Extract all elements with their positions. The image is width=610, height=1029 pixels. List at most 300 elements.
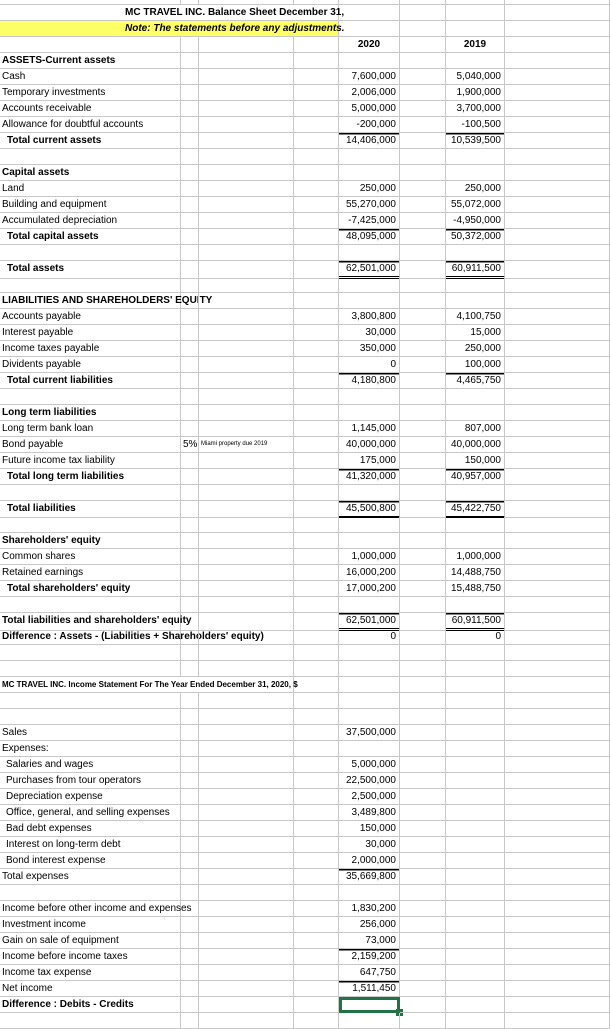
cell-e1[interactable] (339, 5, 400, 21)
cell-f11[interactable] (400, 165, 446, 181)
cell-a61[interactable]: Income tax expense (0, 965, 181, 981)
cell-a12[interactable]: Land (0, 181, 181, 197)
cell-g50[interactable] (446, 789, 505, 805)
cell-h60[interactable] (505, 949, 610, 965)
cell-e55[interactable]: 35,669,800 (339, 869, 400, 885)
cell-a58[interactable]: Investment income (0, 917, 181, 933)
cell-d27[interactable] (294, 421, 339, 437)
cell-b4[interactable] (181, 53, 199, 69)
cell-c55[interactable] (199, 869, 294, 885)
cell-b9[interactable] (181, 133, 199, 149)
cell-g7[interactable]: 3,700,000 (446, 101, 505, 117)
cell-g32[interactable]: 45,422,750 (446, 501, 505, 518)
cell-c56[interactable] (199, 885, 294, 901)
cell-b57[interactable] (181, 901, 199, 917)
cell-h36[interactable] (505, 565, 610, 581)
cell-a17[interactable]: Total assets (0, 261, 181, 279)
cell-c49[interactable] (199, 773, 294, 789)
cell-f2[interactable] (400, 21, 446, 37)
cell-h58[interactable] (505, 917, 610, 933)
cell-e32[interactable]: 45,500,800 (339, 501, 400, 518)
cell-c26[interactable] (199, 405, 294, 421)
cell-h31[interactable] (505, 485, 610, 501)
cell-g56[interactable] (446, 885, 505, 901)
cell-h10[interactable] (505, 149, 610, 165)
cell-b41[interactable] (181, 645, 199, 661)
cell-h42[interactable] (505, 661, 610, 677)
cell-f61[interactable] (400, 965, 446, 981)
cell-a29[interactable]: Future income tax liability (0, 453, 181, 469)
cell-b32[interactable] (181, 501, 199, 518)
cell-g12[interactable]: 250,000 (446, 181, 505, 197)
cell-b58[interactable] (181, 917, 199, 933)
cell-g16[interactable] (446, 245, 505, 261)
cell-g41[interactable] (446, 645, 505, 661)
cell-e26[interactable] (339, 405, 400, 421)
cell-a16[interactable] (0, 245, 181, 261)
cell-f56[interactable] (400, 885, 446, 901)
cell-h38[interactable] (505, 597, 610, 613)
cell-b19[interactable] (181, 293, 199, 309)
cell-a19[interactable]: LIABILITIES AND SHAREHOLDERS' EQUITY (0, 293, 181, 309)
cell-e29[interactable]: 175,000 (339, 453, 400, 469)
cell-f7[interactable] (400, 101, 446, 117)
cell-f21[interactable] (400, 325, 446, 341)
cell-d50[interactable] (294, 789, 339, 805)
cell-f13[interactable] (400, 197, 446, 213)
cell-a34[interactable]: Shareholders' equity (0, 533, 181, 549)
cell-h59[interactable] (505, 933, 610, 949)
cell-f59[interactable] (400, 933, 446, 949)
cell-h35[interactable] (505, 549, 610, 565)
cell-b16[interactable] (181, 245, 199, 261)
cell-a49[interactable]: Purchases from tour operators (0, 773, 181, 789)
cell-e60[interactable]: 2,159,200 (339, 949, 400, 965)
cell-g25[interactable] (446, 389, 505, 405)
cell-c53[interactable] (199, 837, 294, 853)
cell-h9[interactable] (505, 133, 610, 149)
cell-e30[interactable]: 41,320,000 (339, 469, 400, 485)
cell-h44[interactable] (505, 693, 610, 709)
cell-e47[interactable] (339, 741, 400, 757)
cell-c48[interactable] (199, 757, 294, 773)
cell-e2[interactable] (339, 21, 400, 37)
cell-b44[interactable] (181, 693, 199, 709)
cell-h61[interactable] (505, 965, 610, 981)
cell-b64[interactable] (181, 1013, 199, 1029)
cell-a52[interactable]: Bad debt expenses (0, 821, 181, 837)
cell-g9[interactable]: 10,539,500 (446, 133, 505, 149)
cell-b59[interactable] (181, 933, 199, 949)
cell-b7[interactable] (181, 101, 199, 117)
cell-f52[interactable] (400, 821, 446, 837)
cell-f48[interactable] (400, 757, 446, 773)
cell-a43[interactable]: MC TRAVEL INC. Income Statement For The Year Ended December 31, 2020, $ (0, 677, 294, 693)
cell-d61[interactable] (294, 965, 339, 981)
cell-c59[interactable] (199, 933, 294, 949)
cell-a51[interactable]: Office, general, and selling expenses (0, 805, 181, 821)
cell-b20[interactable] (181, 309, 199, 325)
cell-f19[interactable] (400, 293, 446, 309)
cell-d32[interactable] (294, 501, 339, 518)
cell-b5[interactable] (181, 69, 199, 85)
cell-a57[interactable]: Income before other income and expenses (0, 901, 181, 917)
cell-c35[interactable] (199, 549, 294, 565)
cell-f18[interactable] (400, 277, 446, 293)
cell-g3[interactable]: 2019 (446, 37, 505, 53)
cell-b34[interactable] (181, 533, 199, 549)
cell-a2[interactable]: Note: The statements before any adjustments. (0, 21, 339, 37)
cell-d16[interactable] (294, 245, 339, 261)
cell-e4[interactable] (339, 53, 400, 69)
cell-a27[interactable]: Long term bank loan (0, 421, 181, 437)
cell-b27[interactable] (181, 421, 199, 437)
cell-e46[interactable]: 37,500,000 (339, 725, 400, 741)
cell-g30[interactable]: 40,957,000 (446, 469, 505, 485)
cell-g58[interactable] (446, 917, 505, 933)
cell-g57[interactable] (446, 901, 505, 917)
cell-h22[interactable] (505, 341, 610, 357)
cell-d57[interactable] (294, 901, 339, 917)
cell-d4[interactable] (294, 53, 339, 69)
cell-b38[interactable] (181, 597, 199, 613)
cell-h41[interactable] (505, 645, 610, 661)
cell-c22[interactable] (199, 341, 294, 357)
cell-g46[interactable] (446, 725, 505, 741)
cell-e62[interactable]: 1,511,450 (339, 981, 400, 997)
cell-a9[interactable]: Total current assets (0, 133, 181, 149)
cell-g18[interactable] (446, 277, 505, 293)
cell-b30[interactable] (181, 469, 199, 485)
cell-c33[interactable] (199, 517, 294, 533)
cell-h37[interactable] (505, 581, 610, 597)
cell-g6[interactable]: 1,900,000 (446, 85, 505, 101)
cell-a33[interactable] (0, 517, 181, 533)
cell-a28[interactable]: Bond payable (0, 437, 181, 453)
cell-b48[interactable] (181, 757, 199, 773)
cell-g2[interactable] (446, 21, 505, 37)
cell-f1[interactable] (400, 5, 446, 21)
cell-c7[interactable] (199, 101, 294, 117)
cell-d21[interactable] (294, 325, 339, 341)
cell-a3[interactable] (0, 37, 181, 53)
cell-b63[interactable] (181, 997, 199, 1013)
cell-e43[interactable] (339, 677, 400, 693)
cell-e45[interactable] (339, 709, 400, 725)
cell-g4[interactable] (446, 53, 505, 69)
cell-c21[interactable] (199, 325, 294, 341)
cell-b51[interactable] (181, 805, 199, 821)
cell-d6[interactable] (294, 85, 339, 101)
cell-h43[interactable] (505, 677, 610, 693)
cell-d10[interactable] (294, 149, 339, 165)
cell-h16[interactable] (505, 245, 610, 261)
cell-f12[interactable] (400, 181, 446, 197)
cell-a13[interactable]: Building and equipment (0, 197, 181, 213)
cell-c19[interactable] (199, 293, 294, 309)
cell-f30[interactable] (400, 469, 446, 485)
cell-f43[interactable] (400, 677, 446, 693)
cell-a26[interactable]: Long term liabilities (0, 405, 181, 421)
cell-c31[interactable] (199, 485, 294, 501)
cell-g64[interactable] (446, 1013, 505, 1029)
cell-h57[interactable] (505, 901, 610, 917)
cell-g47[interactable] (446, 741, 505, 757)
cell-e61[interactable]: 647,750 (339, 965, 400, 981)
cell-g28[interactable]: 40,000,000 (446, 437, 505, 453)
cell-a4[interactable]: ASSETS-Current assets (0, 53, 181, 69)
cell-f8[interactable] (400, 117, 446, 133)
cell-c32[interactable] (199, 501, 294, 518)
cell-c8[interactable] (199, 117, 294, 133)
cell-h8[interactable] (505, 117, 610, 133)
cell-d7[interactable] (294, 101, 339, 117)
cell-e57[interactable]: 1,830,200 (339, 901, 400, 917)
cell-c51[interactable] (199, 805, 294, 821)
cell-g24[interactable]: 4,465,750 (446, 373, 505, 389)
cell-d5[interactable] (294, 69, 339, 85)
cell-a6[interactable]: Temporary investments (0, 85, 181, 101)
cell-a46[interactable]: Sales (0, 725, 181, 741)
cell-e21[interactable]: 30,000 (339, 325, 400, 341)
cell-c60[interactable] (199, 949, 294, 965)
cell-h63[interactable] (505, 997, 610, 1013)
cell-c9[interactable] (199, 133, 294, 149)
cell-f42[interactable] (400, 661, 446, 677)
cell-d12[interactable] (294, 181, 339, 197)
cell-b31[interactable] (181, 485, 199, 501)
cell-g38[interactable] (446, 597, 505, 613)
cell-d34[interactable] (294, 533, 339, 549)
cell-g10[interactable] (446, 149, 505, 165)
cell-e10[interactable] (339, 149, 400, 165)
cell-g17[interactable]: 60,911,500 (446, 261, 505, 279)
cell-g59[interactable] (446, 933, 505, 949)
cell-e48[interactable]: 5,000,000 (339, 757, 400, 773)
cell-h14[interactable] (505, 213, 610, 229)
cell-a37[interactable]: Total shareholders' equity (0, 581, 181, 597)
cell-b42[interactable] (181, 661, 199, 677)
cell-g37[interactable]: 15,488,750 (446, 581, 505, 597)
cell-b10[interactable] (181, 149, 199, 165)
cell-g43[interactable] (446, 677, 505, 693)
cell-e13[interactable]: 55,270,000 (339, 197, 400, 213)
cell-g45[interactable] (446, 709, 505, 725)
cell-g55[interactable] (446, 869, 505, 885)
cell-g14[interactable]: -4,950,000 (446, 213, 505, 229)
cell-e51[interactable]: 3,489,800 (339, 805, 400, 821)
cell-h53[interactable] (505, 837, 610, 853)
cell-d49[interactable] (294, 773, 339, 789)
cell-a1[interactable]: MC TRAVEL INC. Balance Sheet December 31, (0, 5, 339, 21)
cell-f57[interactable] (400, 901, 446, 917)
cell-a32[interactable]: Total liabilities (0, 501, 181, 518)
cell-d56[interactable] (294, 885, 339, 901)
cell-b40[interactable] (181, 629, 199, 645)
cell-f33[interactable] (400, 517, 446, 533)
cell-c58[interactable] (199, 917, 294, 933)
cell-f23[interactable] (400, 357, 446, 373)
cell-a56[interactable] (0, 885, 181, 901)
cell-h27[interactable] (505, 421, 610, 437)
cell-a35[interactable]: Common shares (0, 549, 181, 565)
cell-c27[interactable] (199, 421, 294, 437)
cell-e11[interactable] (339, 165, 400, 181)
cell-d20[interactable] (294, 309, 339, 325)
cell-g53[interactable] (446, 837, 505, 853)
cell-b13[interactable] (181, 197, 199, 213)
cell-f27[interactable] (400, 421, 446, 437)
cell-d19[interactable] (294, 293, 339, 309)
cell-d11[interactable] (294, 165, 339, 181)
cell-h15[interactable] (505, 229, 610, 245)
cell-a24[interactable]: Total current liabilities (0, 373, 181, 389)
cell-h47[interactable] (505, 741, 610, 757)
cell-b3[interactable] (181, 37, 199, 53)
cell-e16[interactable] (339, 245, 400, 261)
cell-g22[interactable]: 250,000 (446, 341, 505, 357)
cell-f3[interactable] (400, 37, 446, 53)
cell-c28[interactable]: Miami property due 2019 (199, 437, 294, 453)
cell-b52[interactable] (181, 821, 199, 837)
cell-a50[interactable]: Depreciation expense (0, 789, 181, 805)
cell-b22[interactable] (181, 341, 199, 357)
cell-e49[interactable]: 22,500,000 (339, 773, 400, 789)
cell-c3[interactable] (199, 37, 294, 53)
cell-d60[interactable] (294, 949, 339, 965)
cell-d26[interactable] (294, 405, 339, 421)
cell-c40[interactable] (199, 629, 294, 645)
cell-d29[interactable] (294, 453, 339, 469)
cell-c61[interactable] (199, 965, 294, 981)
cell-d42[interactable] (294, 661, 339, 677)
cell-c11[interactable] (199, 165, 294, 181)
cell-g48[interactable] (446, 757, 505, 773)
cell-a25[interactable] (0, 389, 181, 405)
cell-e44[interactable] (339, 693, 400, 709)
cell-d28[interactable] (294, 437, 339, 453)
cell-f10[interactable] (400, 149, 446, 165)
cell-g27[interactable]: 807,000 (446, 421, 505, 437)
cell-a40[interactable]: Difference : Assets - (Liabilities + Shareholders' equity) (0, 629, 181, 645)
cell-e40[interactable]: 0 (339, 629, 400, 645)
cell-e12[interactable]: 250,000 (339, 181, 400, 197)
cell-d52[interactable] (294, 821, 339, 837)
cell-e52[interactable]: 150,000 (339, 821, 400, 837)
cell-h45[interactable] (505, 709, 610, 725)
cell-b36[interactable] (181, 565, 199, 581)
cell-h40[interactable] (505, 629, 610, 645)
cell-b46[interactable] (181, 725, 199, 741)
cell-e27[interactable]: 1,145,000 (339, 421, 400, 437)
cell-b28[interactable]: 5% (181, 437, 199, 453)
cell-e41[interactable] (339, 645, 400, 661)
cell-h49[interactable] (505, 773, 610, 789)
cell-h13[interactable] (505, 197, 610, 213)
cell-f28[interactable] (400, 437, 446, 453)
cell-c57[interactable] (199, 901, 294, 917)
cell-e8[interactable]: -200,000 (339, 117, 400, 133)
cell-f50[interactable] (400, 789, 446, 805)
cell-h29[interactable] (505, 453, 610, 469)
cell-a59[interactable]: Gain on sale of equipment (0, 933, 181, 949)
cell-d31[interactable] (294, 485, 339, 501)
cell-f51[interactable] (400, 805, 446, 821)
cell-g36[interactable]: 14,488,750 (446, 565, 505, 581)
cell-a14[interactable]: Accumulated depreciation (0, 213, 181, 229)
cell-f46[interactable] (400, 725, 446, 741)
cell-f41[interactable] (400, 645, 446, 661)
cell-h46[interactable] (505, 725, 610, 741)
cell-e31[interactable] (339, 485, 400, 501)
cell-g15[interactable]: 50,372,000 (446, 229, 505, 245)
cell-e33[interactable] (339, 517, 400, 533)
cell-c64[interactable] (199, 1013, 294, 1029)
cell-g39[interactable]: 60,911,500 (446, 613, 505, 631)
cell-h1[interactable] (505, 5, 610, 21)
cell-c36[interactable] (199, 565, 294, 581)
cell-f25[interactable] (400, 389, 446, 405)
cell-g44[interactable] (446, 693, 505, 709)
cell-b62[interactable] (181, 981, 199, 997)
cell-c6[interactable] (199, 85, 294, 101)
cell-c20[interactable] (199, 309, 294, 325)
cell-h62[interactable] (505, 981, 610, 997)
cell-f24[interactable] (400, 373, 446, 389)
cell-g31[interactable] (446, 485, 505, 501)
cell-h48[interactable] (505, 757, 610, 773)
cell-d64[interactable] (294, 1013, 339, 1029)
cell-h55[interactable] (505, 869, 610, 885)
cell-e64[interactable] (339, 1013, 400, 1029)
cell-f5[interactable] (400, 69, 446, 85)
cell-d45[interactable] (294, 709, 339, 725)
cell-f31[interactable] (400, 485, 446, 501)
cell-h12[interactable] (505, 181, 610, 197)
cell-a64[interactable] (0, 1013, 181, 1029)
cell-e58[interactable]: 256,000 (339, 917, 400, 933)
cell-b55[interactable] (181, 869, 199, 885)
cell-e53[interactable]: 30,000 (339, 837, 400, 853)
cell-d54[interactable] (294, 853, 339, 869)
cell-h64[interactable] (505, 1013, 610, 1029)
cell-g33[interactable] (446, 517, 505, 533)
cell-d13[interactable] (294, 197, 339, 213)
cell-d41[interactable] (294, 645, 339, 661)
cell-c10[interactable] (199, 149, 294, 165)
cell-a36[interactable]: Retained earnings (0, 565, 181, 581)
cell-a11[interactable]: Capital assets (0, 165, 181, 181)
cell-a38[interactable] (0, 597, 181, 613)
cell-e50[interactable]: 2,500,000 (339, 789, 400, 805)
cell-c5[interactable] (199, 69, 294, 85)
cell-h33[interactable] (505, 517, 610, 533)
cell-h6[interactable] (505, 85, 610, 101)
cell-a15[interactable]: Total capital assets (0, 229, 181, 245)
cell-h26[interactable] (505, 405, 610, 421)
cell-h32[interactable] (505, 501, 610, 518)
cell-c45[interactable] (199, 709, 294, 725)
cell-c13[interactable] (199, 197, 294, 213)
cell-e54[interactable]: 2,000,000 (339, 853, 400, 869)
cell-a30[interactable]: Total long term liabilities (0, 469, 181, 485)
cell-b26[interactable] (181, 405, 199, 421)
cell-f20[interactable] (400, 309, 446, 325)
cell-e42[interactable] (339, 661, 400, 677)
cell-a63[interactable]: Difference : Debits - Credits (0, 997, 181, 1013)
cell-h51[interactable] (505, 805, 610, 821)
cell-a39[interactable]: Total liabilities and shareholders' equity (0, 613, 181, 631)
